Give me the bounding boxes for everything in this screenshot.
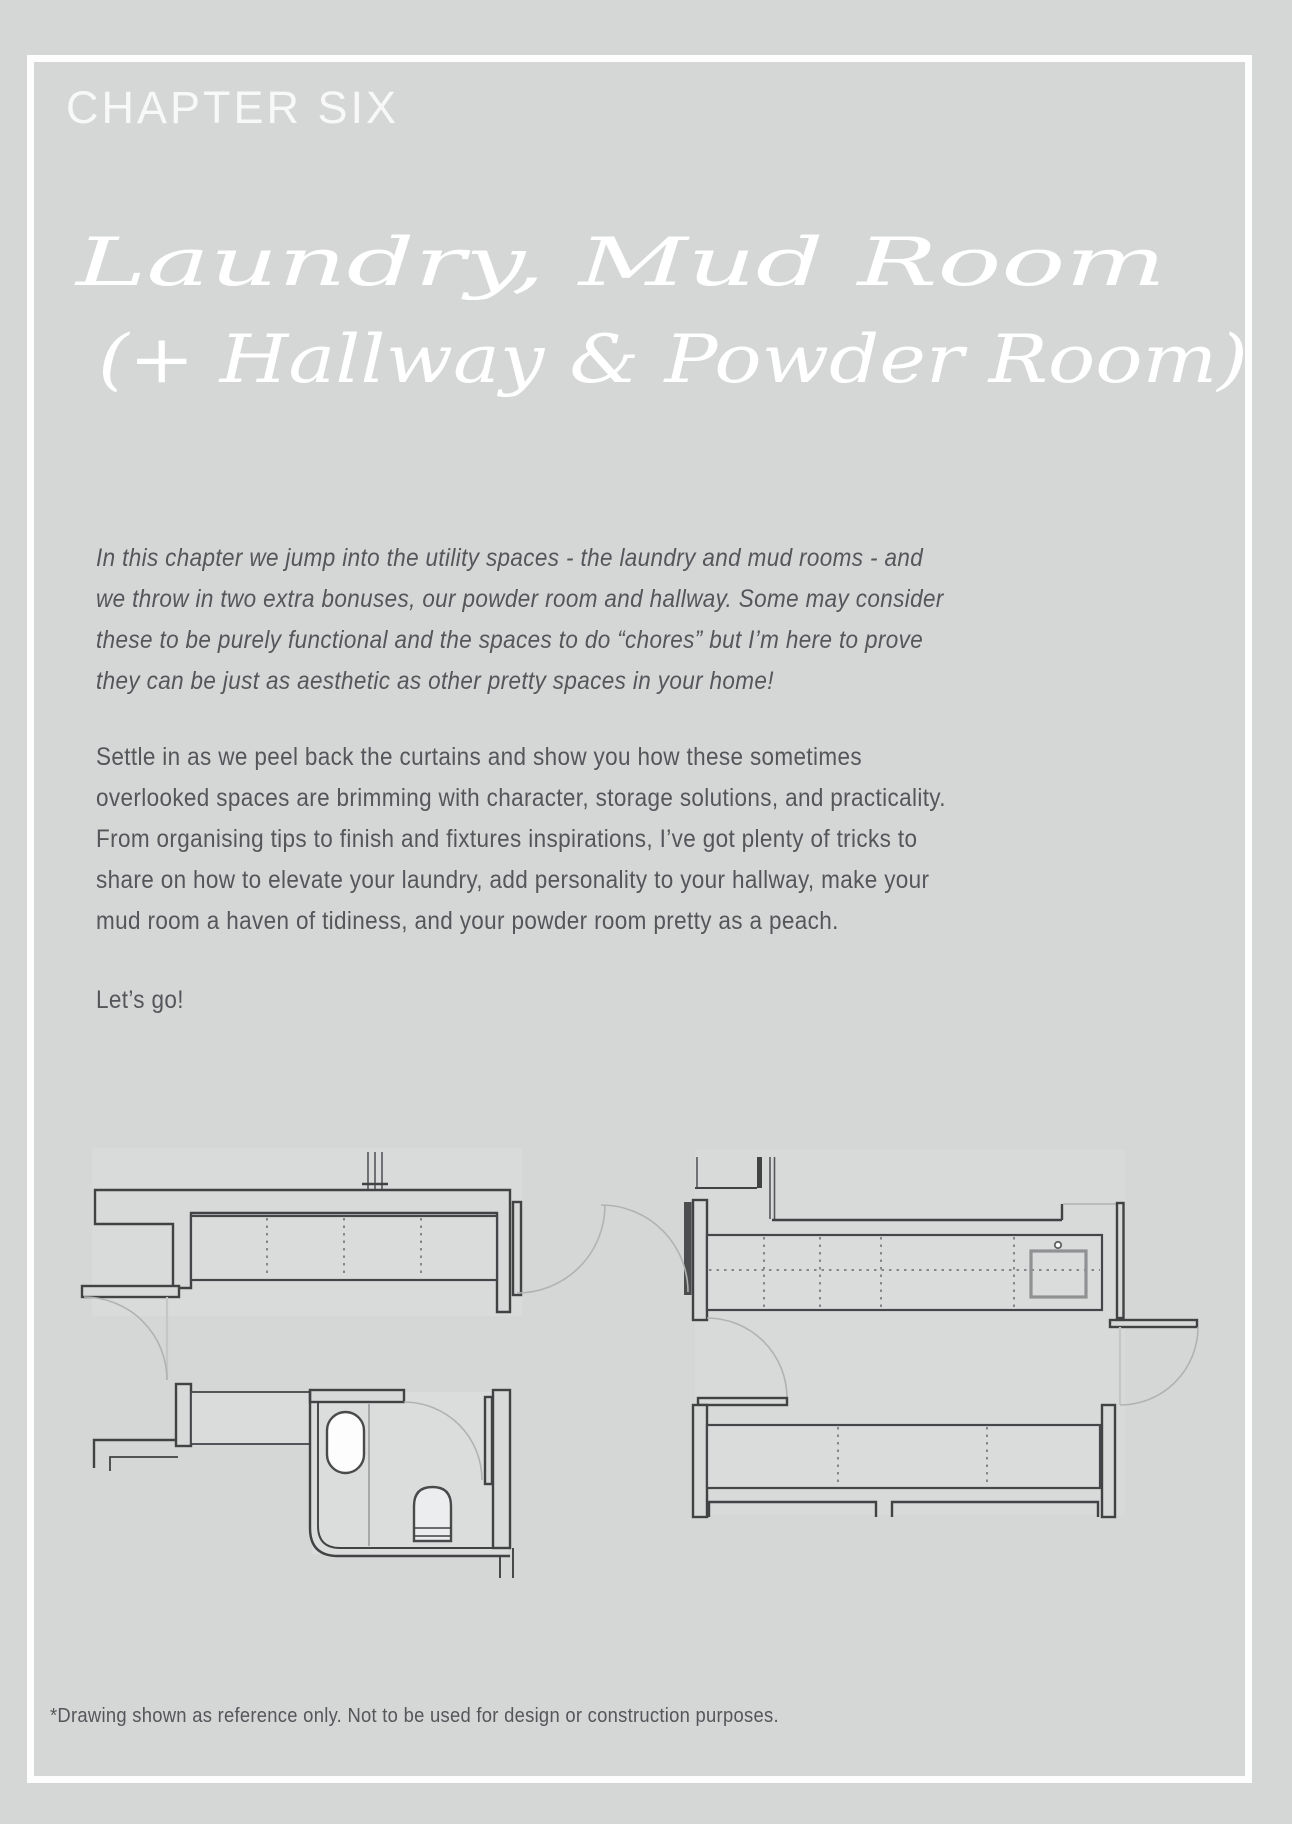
faucet-dot <box>1055 1242 1061 1248</box>
body-paragraph <box>96 737 946 942</box>
oval-sink-icon <box>327 1412 364 1473</box>
wall <box>693 1405 707 1517</box>
floor-plan-drawing <box>40 1120 1260 1620</box>
bench-seat <box>191 1392 310 1444</box>
body-line: From organising tips to finish and fixtures inspirations, I’ve got plenty of tricks to <box>96 825 918 853</box>
chapter-title-script <box>58 150 1258 450</box>
wall <box>693 1200 707 1320</box>
door-leaf <box>485 1397 492 1484</box>
wall <box>1117 1203 1124 1318</box>
body-line: share on how to elevate your laundry, add personality to your hallway, make your <box>96 866 930 894</box>
wall <box>94 1440 176 1468</box>
body-line: mud room a haven of tidiness, and your powder room pretty as a peach. <box>96 907 839 935</box>
door-leaf <box>513 1202 521 1295</box>
chapter-label: CHAPTER SIX <box>66 82 400 133</box>
intro-line: we throw in two extra bonuses, our powder room and hallway. Some may consider <box>96 585 944 613</box>
intro-line: In this chapter we jump into the utility spaces - the laundry and mud rooms - and <box>96 544 924 572</box>
footnote: *Drawing shown as reference only. Not to be used for design or construction purposes. <box>50 1705 779 1727</box>
door-swing-arc <box>601 1205 688 1292</box>
floor-plan-right <box>601 1150 1198 1517</box>
wall-jamb-bar <box>698 1398 787 1405</box>
door-swing-arc <box>1120 1327 1198 1405</box>
intro-line: they can be just as aesthetic as other pretty spaces in your home! <box>96 667 774 695</box>
wall <box>110 1457 178 1471</box>
body-line: Settle in as we peel back the curtains and show you how these sometimes <box>96 743 862 771</box>
intro-line: these to be purely functional and the spaces to do “chores” but I’m here to prove <box>96 626 924 654</box>
wall <box>493 1390 510 1548</box>
wall-stub <box>176 1384 191 1446</box>
toilet-icon <box>414 1487 451 1541</box>
floor-plan-left <box>82 1148 605 1578</box>
wall <box>1102 1405 1115 1517</box>
cabinet-run <box>707 1235 1102 1310</box>
wall-header-bar <box>310 1390 404 1402</box>
title-line-2: (+ Hallway & Powder Room) <box>98 321 1248 398</box>
cabinet-run <box>707 1425 1100 1488</box>
door-swing-arc <box>517 1205 605 1293</box>
closing-line: Let’s go! <box>96 986 184 1014</box>
wall-jamb-bar <box>82 1286 179 1297</box>
body-line: overlooked spaces are brimming with character, storage solutions, and practicality. <box>96 784 946 812</box>
intro-paragraph <box>96 538 944 702</box>
title-line-1: Laundry, Mud Room <box>74 224 1166 301</box>
wall-jamb-bar <box>1110 1320 1197 1327</box>
